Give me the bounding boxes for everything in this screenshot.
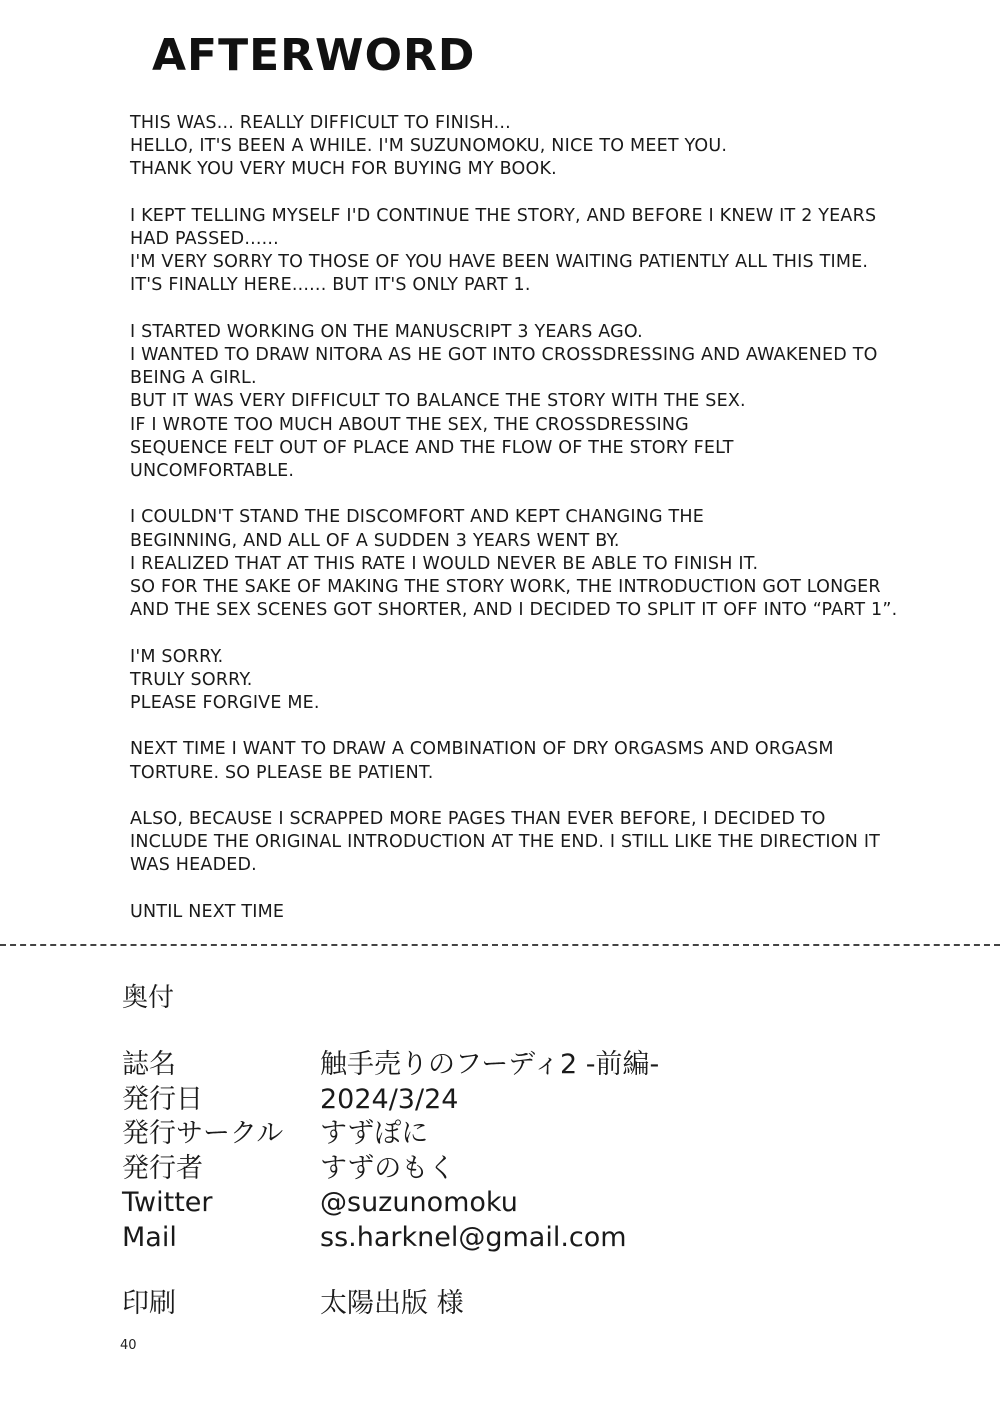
colophon-label: 印刷 <box>122 1288 176 1319</box>
twitter-handle: @suzunomoku <box>320 1187 518 1218</box>
colophon-value: 太陽出版 様 <box>320 1288 464 1319</box>
afterword-paragraph <box>130 646 970 716</box>
colophon-heading: 奥付 <box>122 983 175 1013</box>
colophon-row-printer <box>122 1287 659 1322</box>
colophon-label: 発行者 <box>122 1152 203 1184</box>
afterword-line: HELLO, IT'S BEEN A WHILE. I'M SUZUNOMOKU, NICE TO MEET YOU. <box>130 136 728 157</box>
afterword-line: HAD PASSED...... <box>130 229 279 249</box>
colophon-label: 誌名 <box>122 1049 176 1080</box>
afterword-line: BUT IT WAS VERY DIFFICULT TO BALANCE THE STORY WITH THE SEX. <box>130 391 746 412</box>
afterword-line: TORTURE. SO PLEASE BE PATIENT. <box>130 762 434 783</box>
afterword-line: I'M SORRY. <box>130 646 224 667</box>
afterword-line: NEXT TIME I WANT TO DRAW A COMBINATION OF DRY ORGASMS AND ORGASM <box>130 739 834 760</box>
afterword-line: ALSO, BECAUSE I SCRAPPED MORE PAGES THAN EVER BEFORE, I DECIDED TO <box>130 809 826 829</box>
colophon-row-title <box>122 1048 659 1083</box>
colophon-label: Mail <box>122 1221 177 1253</box>
colophon-value: すずぽに <box>320 1118 429 1149</box>
afterword-line: PLEASE FORGIVE ME. <box>130 693 320 714</box>
afterword-line: I REALIZED THAT AT THIS RATE I WOULD NEVER BE ABLE TO FINISH IT. <box>130 553 759 574</box>
colophon-row-date <box>122 1083 659 1118</box>
colophon-row-publisher <box>122 1152 659 1187</box>
afterword-line: I STARTED WORKING ON THE MANUSCRIPT 3 YEARS AGO. <box>130 321 643 342</box>
colophon-value: 2024/3/24 <box>320 1083 459 1115</box>
afterword-paragraph <box>130 112 970 182</box>
afterword-line: THIS WAS... REALLY DIFFICULT TO FINISH... <box>130 113 511 133</box>
afterword-body <box>130 112 970 947</box>
afterword-paragraph <box>130 808 970 878</box>
afterword-line: INCLUDE THE ORIGINAL INTRODUCTION AT THE END. I STILL LIKE THE DIRECTION IT <box>130 832 881 853</box>
afterword-paragraph <box>130 506 970 622</box>
afterword-line: BEING A GIRL. <box>130 368 257 389</box>
colophon-value: すずのもく <box>320 1152 456 1184</box>
afterword-paragraph <box>130 738 970 784</box>
afterword-paragraph <box>130 901 970 924</box>
afterword-line: TRULY SORRY. <box>130 669 253 690</box>
afterword-paragraph <box>130 321 970 483</box>
afterword-line: UNTIL NEXT TIME <box>130 901 285 922</box>
colophon-label: Twitter <box>122 1187 213 1218</box>
colophon-label: 発行サークル <box>122 1118 284 1149</box>
afterword-paragraph <box>130 205 970 298</box>
afterword-line: I WANTED TO DRAW NITORA AS HE GOT INTO CROSSDRESSING AND AWAKENED TO <box>130 345 878 365</box>
afterword-line: BEGINNING, AND ALL OF A SUDDEN 3 YEARS WENT BY. <box>130 530 620 551</box>
page-number: 40 <box>120 1338 137 1353</box>
colophon-row-mail <box>122 1221 659 1256</box>
afterword-line: WAS HEADED. <box>130 855 257 876</box>
afterword-line: UNCOMFORTABLE. <box>130 461 295 482</box>
afterword-line: I KEPT TELLING MYSELF I'D CONTINUE THE STORY, AND BEFORE I KNEW IT 2 YEARS <box>130 205 877 226</box>
dashed-divider <box>0 944 1000 946</box>
afterword-line: THANK YOU VERY MUCH FOR BUYING MY BOOK. <box>130 159 557 180</box>
page-title: AFTERWORD <box>152 30 476 81</box>
afterword-line: SO FOR THE SAKE OF MAKING THE STORY WORK, THE INTRODUCTION GOT LONGER <box>130 577 881 598</box>
colophon <box>122 980 659 1322</box>
colophon-value: 触手売りのフーディ2 -前編- <box>320 1049 660 1080</box>
afterword-line: I'M VERY SORRY TO THOSE OF YOU HAVE BEEN WAITING PATIENTLY ALL THIS TIME. <box>130 252 869 273</box>
colophon-label: 発行日 <box>122 1083 203 1115</box>
email-address: ss.harknel@gmail.com <box>320 1221 627 1253</box>
afterword-line: IT'S FINALLY HERE...... BUT IT'S ONLY PART 1. <box>130 275 531 296</box>
colophon-row-twitter <box>122 1186 659 1221</box>
afterword-line: SEQUENCE FELT OUT OF PLACE AND THE FLOW OF THE STORY FELT <box>130 437 734 458</box>
afterword-line: IF I WROTE TOO MUCH ABOUT THE SEX, THE CROSSDRESSING <box>130 414 689 435</box>
afterword-line: AND THE SEX SCENES GOT SHORTER, AND I DECIDED TO SPLIT IT OFF INTO “PART 1”. <box>130 600 898 621</box>
colophon-row-circle <box>122 1117 659 1152</box>
afterword-line: I COULDN'T STAND THE DISCOMFORT AND KEPT CHANGING THE <box>130 507 705 528</box>
